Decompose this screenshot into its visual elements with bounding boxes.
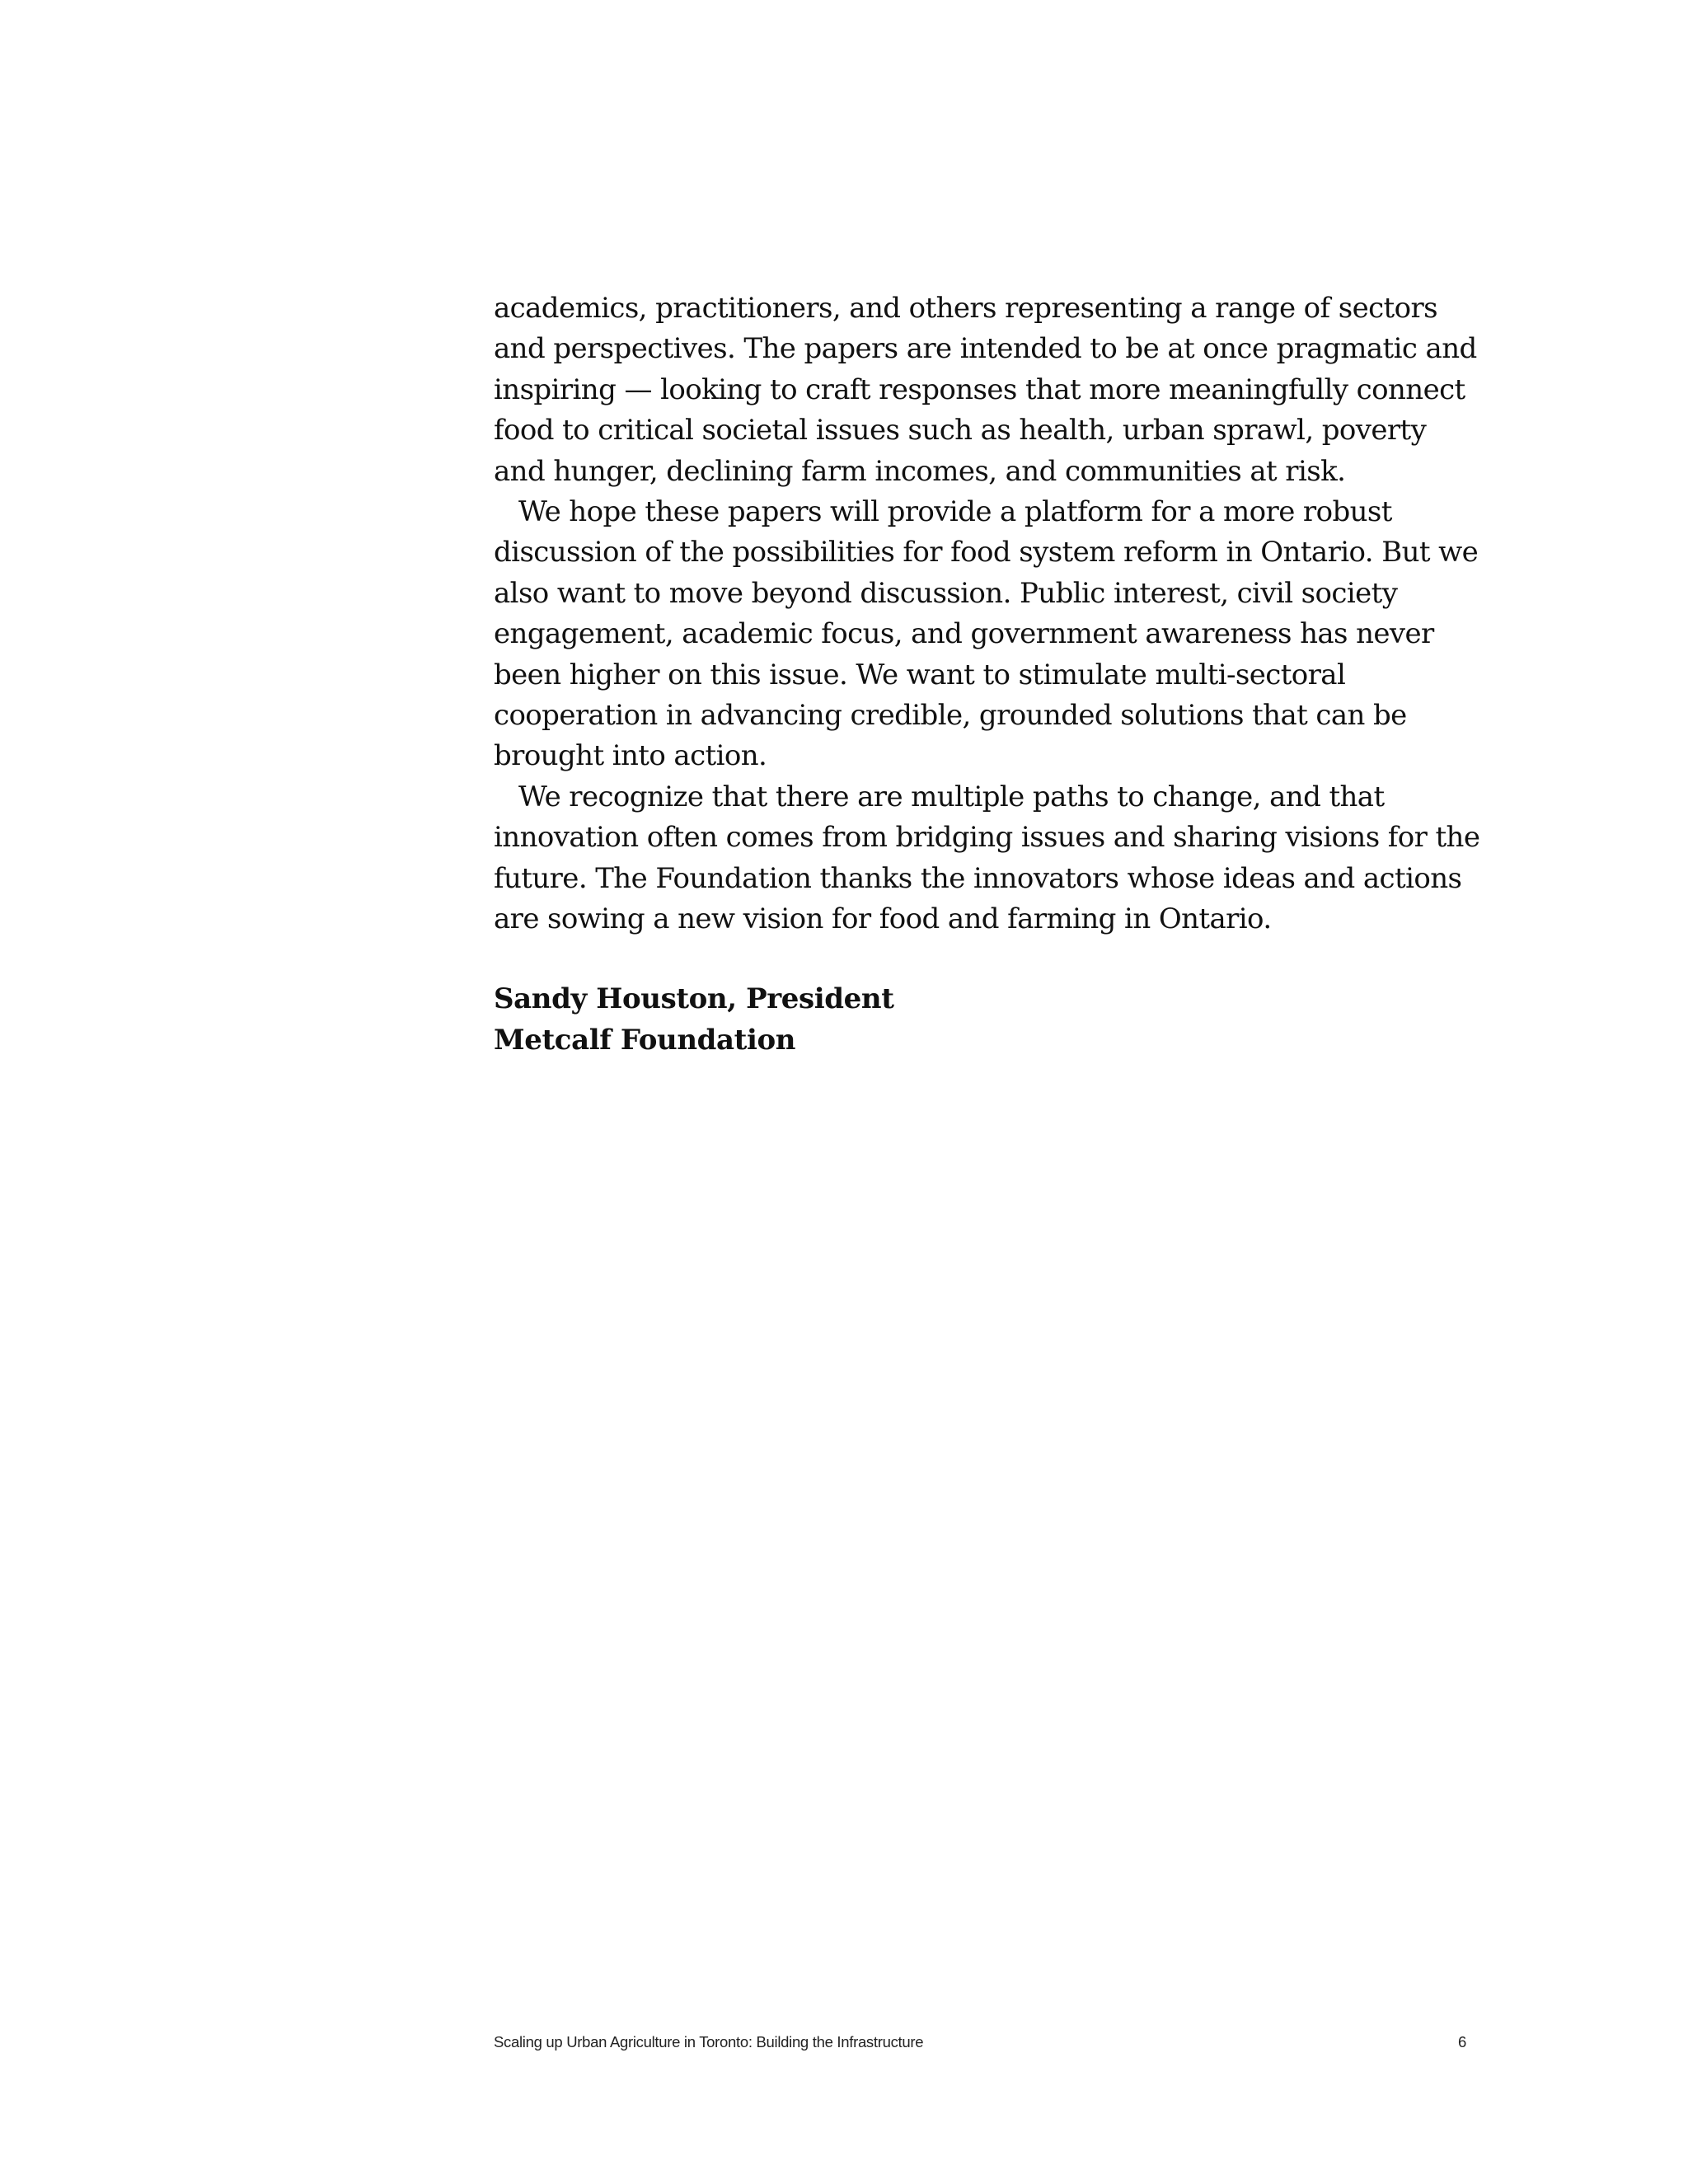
paragraph: We recognize that there are multiple paths to change, and that innovation often comes from bridging issues and sharing visions for the future. The Foundation thanks the innovators whose ideas and actions are sowing a new vision for food and farming in Ontario. [494,780,1480,936]
signature-block [494,979,1236,1061]
signatory-organization: Metcalf Foundation [494,1023,796,1057]
footer-document-title: Scaling up Urban Agriculture in Toronto: Building the Infrastructure [494,2033,924,2050]
signatory-name-title: Sandy Houston, President [494,982,894,1015]
paragraph: We hope these papers will provide a platform for a more robust discussion of the possibilities for food system reform in Ontario. But we also want to move beyond discussion. Public interest, civil society engagement, academic focus, and government awareness has never been higher on this issue. We want to stimulate multi-sectoral cooperation in advancing credible, grounded solutions that can be brought into action. [494,495,1479,773]
body-text [494,288,1483,940]
page-footer [494,2032,1466,2052]
page-number: 6 [1458,2033,1466,2050]
paragraph-continued: academics, practitioners, and others representing a range of sectors and perspectives. The papers are intended to be at once pragmatic and inspiring — looking to craft responses that more meaningfully connect food to critical societal issues such as health, urban sprawl, poverty and hunger, declining farm incomes, and communities at risk. [494,292,1477,488]
